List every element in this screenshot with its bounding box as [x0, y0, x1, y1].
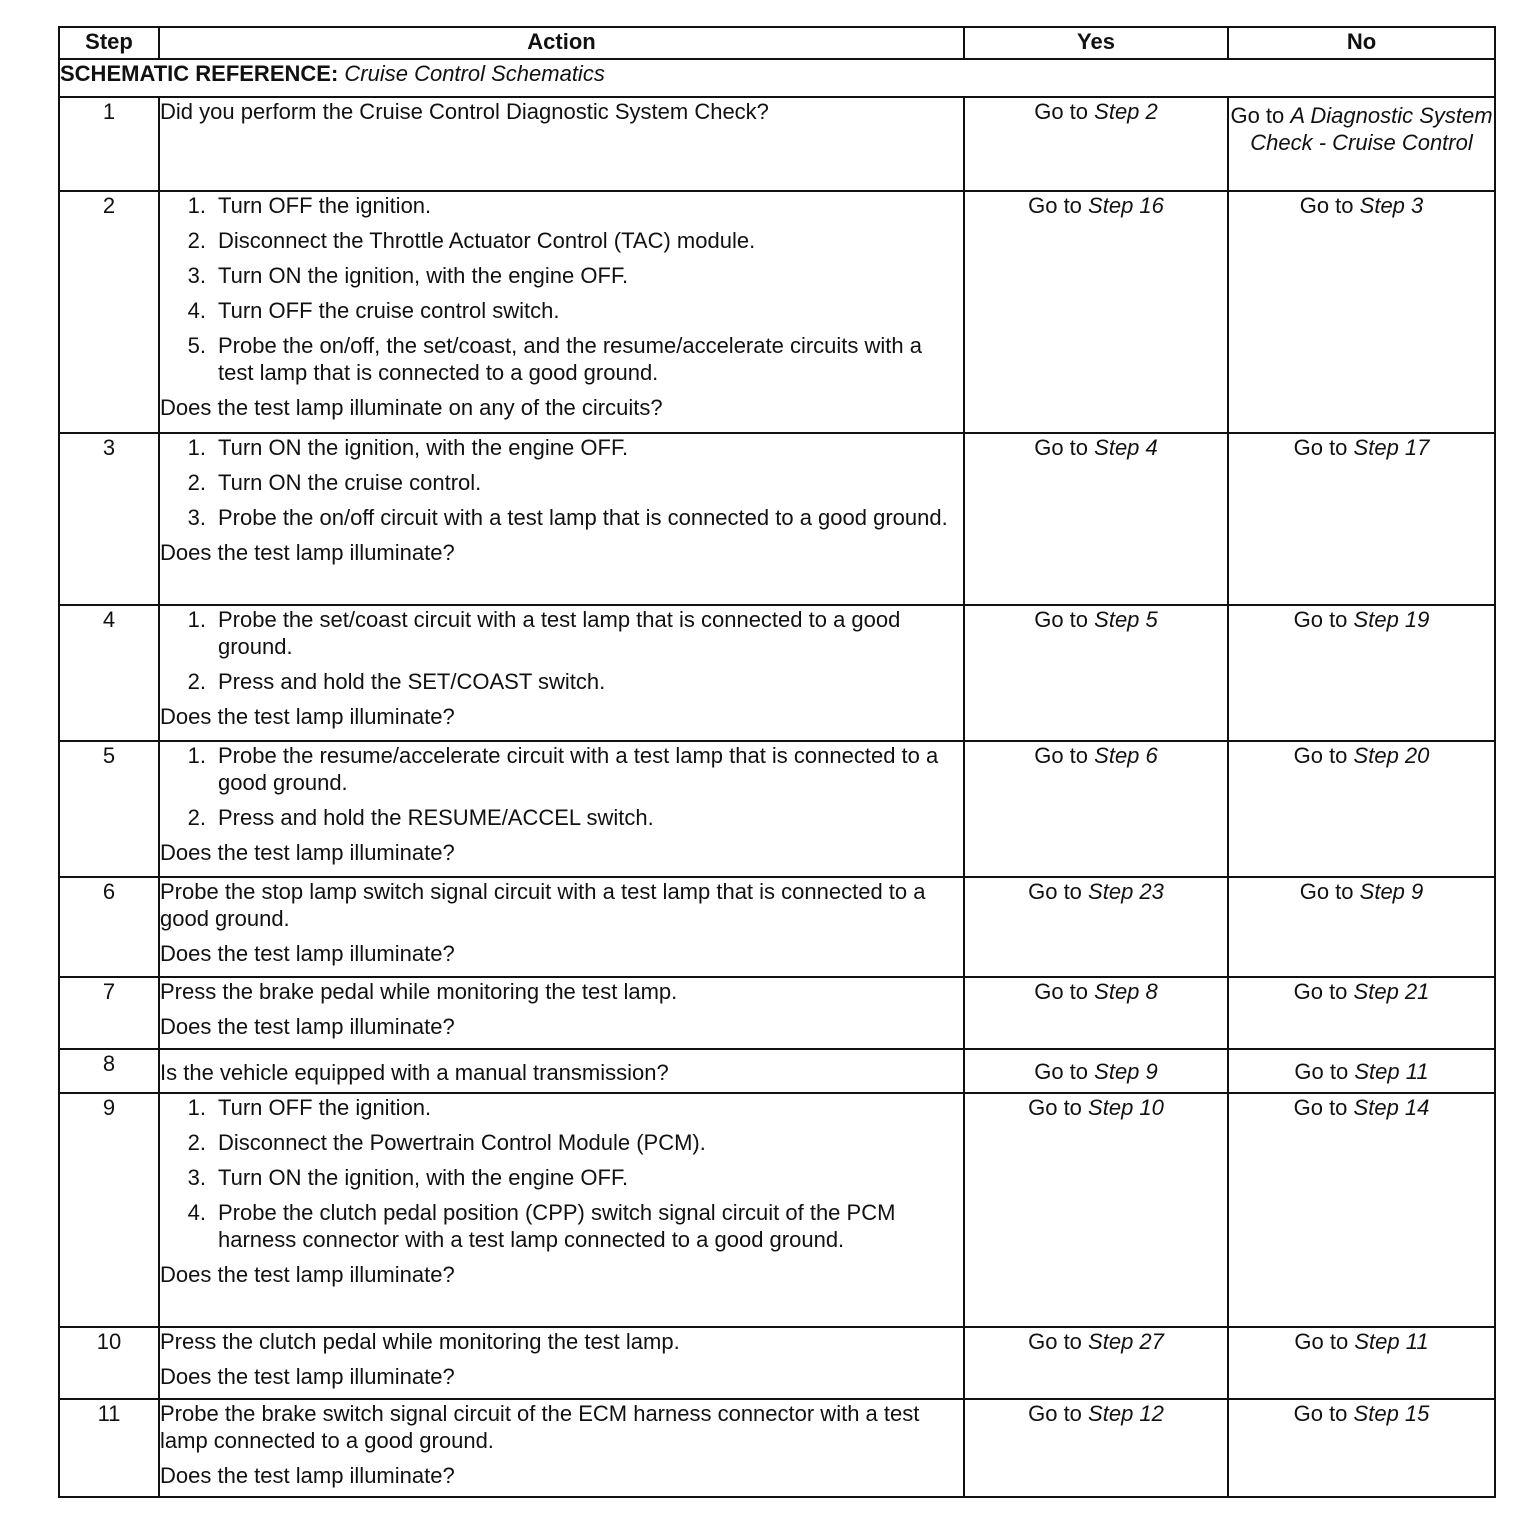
action-question: Is the vehicle equipped with a manual transmission?: [160, 1059, 669, 1085]
action-cell: [159, 1093, 964, 1327]
goto-prefix: Go to: [1028, 1329, 1082, 1354]
list-item: 2. Disconnect the Powertrain Control Module (PCM).: [187, 1130, 706, 1155]
yes-cell: [964, 741, 1228, 877]
action-text: Probe the stop lamp switch signal circuit with a test lamp that is connected to a good ground.: [160, 879, 926, 931]
goto-prefix: Go to: [1028, 1095, 1082, 1120]
goto-prefix: Go to: [1293, 1095, 1348, 1120]
action-cell: [159, 877, 964, 977]
no-step-link[interactable]: A Diagnostic System Check - Cruise Control: [1250, 103, 1493, 155]
goto-prefix: Go to: [1299, 879, 1354, 904]
no-step-link[interactable]: Step 9: [1359, 879, 1424, 904]
goto-prefix: Go to: [1293, 607, 1348, 632]
table-row: [59, 1049, 1495, 1093]
list-item: 2. Turn ON the cruise control.: [187, 470, 482, 495]
action-cell: [159, 1399, 964, 1497]
no-cell: [1228, 97, 1495, 191]
no-cell: [1228, 605, 1495, 741]
step-number: 1: [59, 97, 159, 191]
action-list: [160, 434, 963, 531]
goto-prefix: Go to: [1293, 435, 1348, 460]
action-list: [160, 742, 963, 831]
no-step-link[interactable]: Step 11: [1354, 1058, 1429, 1084]
yes-step-link[interactable]: Step 6: [1094, 743, 1158, 768]
diagnostic-table: [58, 26, 1496, 1498]
yes-cell: [964, 877, 1228, 977]
yes-step-link[interactable]: Step 27: [1088, 1329, 1164, 1354]
header-yes: Yes: [964, 27, 1228, 59]
list-item: 3. Turn ON the ignition, with the engine OFF.: [187, 263, 629, 288]
action-cell: [159, 1049, 964, 1093]
goto-prefix: Go to: [1034, 435, 1089, 460]
goto-prefix: Go to: [1034, 607, 1089, 632]
action-cell: [159, 191, 964, 433]
action-text: Did you perform the Cruise Control Diagnostic System Check?: [160, 99, 769, 124]
header-action: Action: [159, 27, 964, 59]
goto-prefix: Go to: [1294, 1329, 1349, 1354]
goto-prefix: Go to: [1034, 1058, 1089, 1084]
action-question: Does the test lamp illuminate?: [160, 1364, 455, 1389]
no-cell: [1228, 1049, 1495, 1093]
table-row: [59, 1327, 1495, 1399]
schematic-label: SCHEMATIC REFERENCE:: [60, 61, 339, 86]
no-cell: [1228, 1327, 1495, 1399]
action-list: [160, 606, 963, 695]
no-step-link[interactable]: Step 14: [1353, 1095, 1430, 1120]
schematic-value: Cruise Control Schematics: [344, 61, 605, 86]
no-cell: [1228, 1399, 1495, 1497]
step-number: 5: [59, 741, 159, 877]
yes-step-link[interactable]: Step 5: [1094, 607, 1158, 632]
step-number: 4: [59, 605, 159, 741]
list-item: 2. Disconnect the Throttle Actuator Control (TAC) module.: [187, 228, 756, 253]
no-step-link[interactable]: Step 21: [1353, 979, 1430, 1004]
goto-prefix: Go to: [1293, 979, 1348, 1004]
goto-prefix: Go to: [1028, 193, 1082, 218]
action-text: Probe the brake switch signal circuit of the ECM harness connector with a test lamp connected to a good ground.: [160, 1401, 920, 1453]
yes-step-link[interactable]: Step 12: [1088, 1401, 1164, 1426]
yes-step-link[interactable]: Step 23: [1088, 879, 1164, 904]
goto-prefix: Go to: [1028, 879, 1082, 904]
header-no: No: [1228, 27, 1495, 59]
table-row: [59, 977, 1495, 1049]
goto-prefix: Go to: [1034, 99, 1089, 124]
schematic-reference: [59, 59, 1495, 97]
no-cell: [1228, 977, 1495, 1049]
header-step: Step: [59, 27, 159, 59]
yes-step-link[interactable]: Step 8: [1094, 979, 1158, 1004]
table-row: [59, 741, 1495, 877]
list-item: 1. Probe the resume/accelerate circuit with a test lamp that is connected to a good ground.: [187, 743, 939, 795]
table-row: [59, 433, 1495, 605]
yes-step-link[interactable]: Step 10: [1088, 1095, 1164, 1120]
yes-cell: [964, 191, 1228, 433]
yes-cell: [964, 977, 1228, 1049]
list-item: 1. Probe the set/coast circuit with a test lamp that is connected to a good ground.: [187, 607, 901, 659]
action-cell: [159, 1327, 964, 1399]
action-question: Does the test lamp illuminate on any of the circuits?: [160, 395, 663, 420]
step-number: 11: [59, 1399, 159, 1497]
goto-prefix: Go to: [1230, 103, 1285, 128]
table-row: [59, 605, 1495, 741]
no-step-link[interactable]: Step 11: [1354, 1329, 1429, 1354]
no-cell: [1228, 1093, 1495, 1327]
yes-cell: [964, 1049, 1228, 1093]
step-number: 6: [59, 877, 159, 977]
list-item: 2. Press and hold the RESUME/ACCEL switch.: [187, 805, 654, 830]
list-item: 3. Turn ON the ignition, with the engine OFF.: [187, 1165, 629, 1190]
action-question: Does the test lamp illuminate?: [160, 704, 455, 729]
yes-cell: [964, 1399, 1228, 1497]
action-cell: [159, 605, 964, 741]
list-item: 1. Turn OFF the ignition.: [187, 193, 432, 218]
goto-prefix: Go to: [1294, 1058, 1349, 1084]
header-row: [59, 27, 1495, 59]
action-question: Does the test lamp illuminate?: [160, 1014, 455, 1039]
no-cell: [1228, 433, 1495, 605]
action-text: Press the clutch pedal while monitoring the test lamp.: [160, 1329, 680, 1354]
action-question: Does the test lamp illuminate?: [160, 540, 455, 565]
list-item: 3. Probe the on/off circuit with a test lamp that is connected to a good ground.: [187, 505, 948, 530]
yes-step-link[interactable]: Step 9: [1094, 1058, 1158, 1084]
table-row: [59, 97, 1495, 191]
list-item: 4. Probe the clutch pedal position (CPP) switch signal circuit of the PCM harness connector with a test lamp connected to a good ground.: [187, 1200, 896, 1252]
no-cell: [1228, 877, 1495, 977]
no-step-link[interactable]: Step 20: [1353, 743, 1430, 768]
action-question: Does the test lamp illuminate?: [160, 1262, 455, 1287]
step-number: 2: [59, 191, 159, 433]
goto-prefix: Go to: [1299, 193, 1354, 218]
schematic-row: [59, 59, 1495, 97]
yes-step-link[interactable]: Step 2: [1094, 99, 1158, 124]
table-row: [59, 1093, 1495, 1327]
yes-cell: [964, 97, 1228, 191]
no-step-link[interactable]: Step 17: [1353, 435, 1430, 460]
action-list: [160, 192, 963, 386]
step-number: 7: [59, 977, 159, 1049]
no-step-link[interactable]: Step 15: [1353, 1401, 1430, 1426]
goto-prefix: Go to: [1034, 979, 1089, 1004]
action-cell: [159, 97, 964, 191]
step-number: 8: [59, 1049, 159, 1093]
no-step-link[interactable]: Step 3: [1359, 193, 1424, 218]
goto-prefix: Go to: [1293, 1401, 1348, 1426]
action-list: [160, 1094, 963, 1253]
step-number: 10: [59, 1327, 159, 1399]
step-number: 3: [59, 433, 159, 605]
action-question: Does the test lamp illuminate?: [160, 941, 455, 966]
table-row: [59, 191, 1495, 433]
goto-prefix: Go to: [1034, 743, 1089, 768]
goto-prefix: Go to: [1293, 743, 1348, 768]
list-item: 1. Turn ON the ignition, with the engine OFF.: [187, 435, 629, 460]
list-item: 5. Probe the on/off, the set/coast, and the resume/accelerate circuits with a test lamp that is connected to a good ground.: [187, 333, 922, 385]
list-item: 4. Turn OFF the cruise control switch.: [187, 298, 560, 323]
table-row: [59, 1399, 1495, 1497]
goto-prefix: Go to: [1028, 1401, 1082, 1426]
no-cell: [1228, 741, 1495, 877]
action-cell: [159, 433, 964, 605]
list-item: 2. Press and hold the SET/COAST switch.: [187, 669, 606, 694]
action-cell: [159, 741, 964, 877]
action-question: Does the test lamp illuminate?: [160, 840, 455, 865]
action-cell: [159, 977, 964, 1049]
yes-step-link[interactable]: Step 4: [1094, 435, 1158, 460]
yes-cell: [964, 1093, 1228, 1327]
yes-step-link[interactable]: Step 16: [1088, 193, 1164, 218]
yes-cell: [964, 1327, 1228, 1399]
no-step-link[interactable]: Step 19: [1353, 607, 1430, 632]
action-text: Press the brake pedal while monitoring the test lamp.: [160, 979, 678, 1004]
step-number: 9: [59, 1093, 159, 1327]
yes-cell: [964, 605, 1228, 741]
list-item: 1. Turn OFF the ignition.: [187, 1095, 432, 1120]
yes-cell: [964, 433, 1228, 605]
no-cell: [1228, 191, 1495, 433]
action-question: Does the test lamp illuminate?: [160, 1463, 455, 1488]
table-row: [59, 877, 1495, 977]
